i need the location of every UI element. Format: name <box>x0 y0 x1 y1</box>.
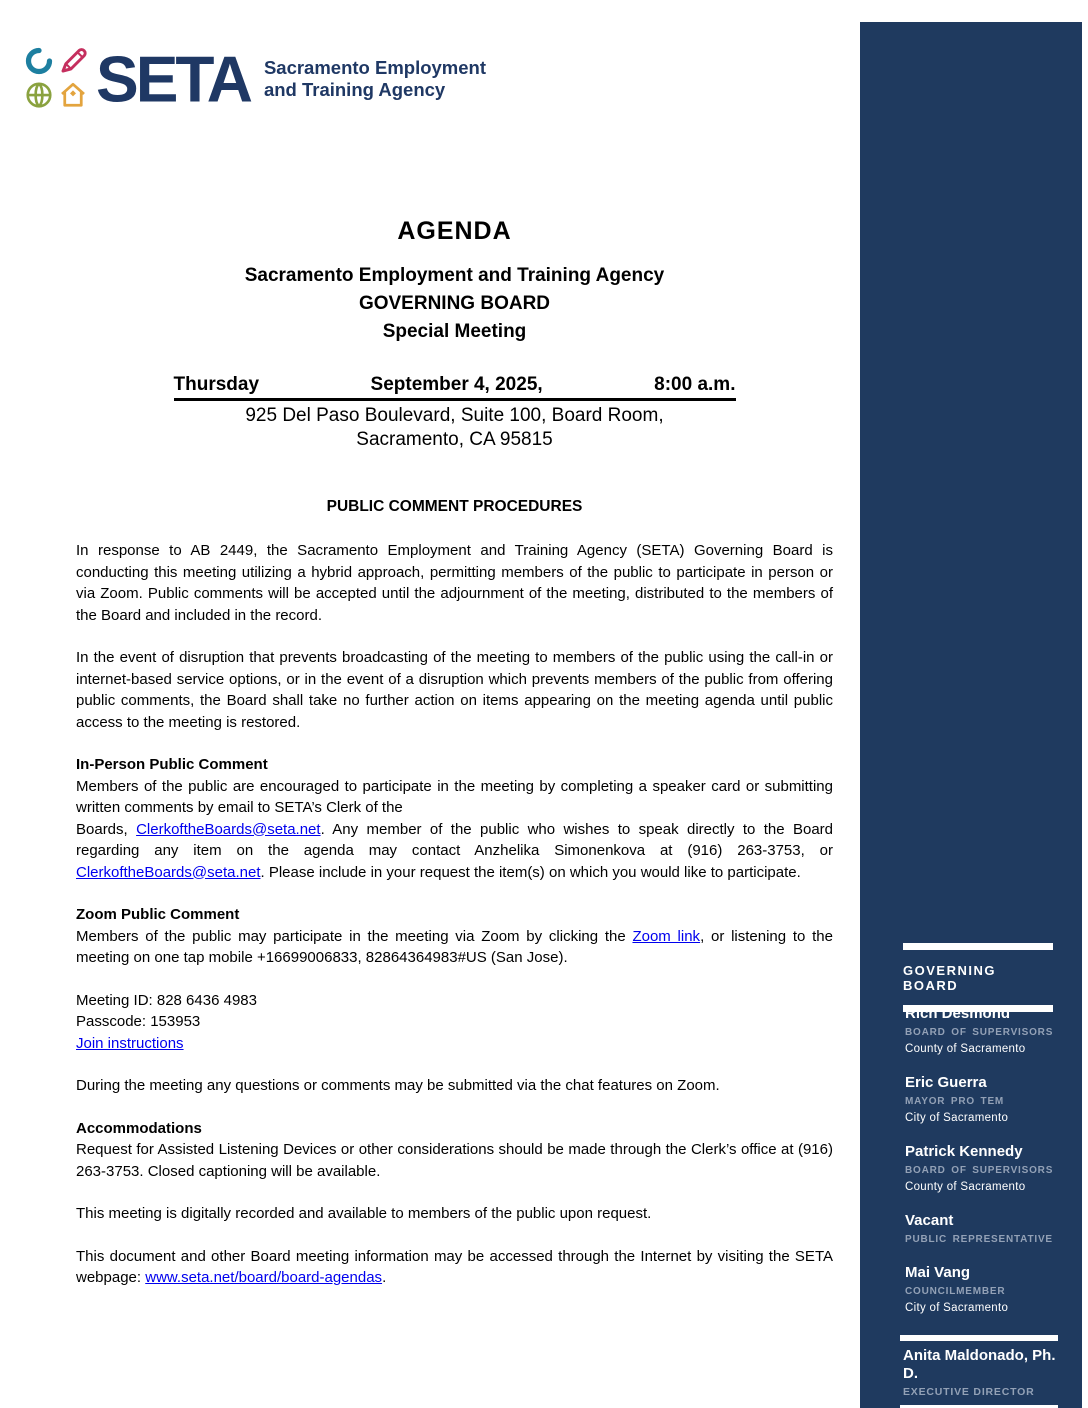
webpage-paragraph: This document and other Board meeting information may be accessed through the Internet by visiting the SETA webpage: www.seta.net/board/board-agendas. <box>76 1247 833 1286</box>
sidebar-rule-top <box>903 943 1053 950</box>
member-title: MAYOR PRO TEM <box>905 1096 1005 1107</box>
member-org: County of Sacramento <box>905 1043 1026 1055</box>
in-person-heading: In-Person Public Comment <box>76 756 268 773</box>
member-name: Patrick Kennedy <box>905 1143 1023 1160</box>
document-content <box>76 0 833 1289</box>
member-org: City of Sacramento <box>905 1112 1009 1124</box>
meeting-time: 8:00 a.m. <box>654 374 736 395</box>
meeting-day: Thursday <box>173 374 260 395</box>
sidebar-header <box>903 943 1061 1012</box>
exec-rule-top <box>900 1335 1058 1341</box>
member-org: City of Sacramento <box>905 1302 1009 1314</box>
board-member <box>905 1072 1075 1127</box>
logo-wordmark: SETA <box>96 42 250 116</box>
meeting-address <box>76 404 833 452</box>
meeting-dateline <box>174 373 736 401</box>
member-name: Rich Desmond <box>905 1005 1011 1022</box>
recording-paragraph: This meeting is digitally recorded and available to members of the public upon request. <box>76 1205 652 1222</box>
logo-tagline-line1: Sacramento Employment <box>263 57 487 78</box>
meeting-subtitle <box>76 262 833 346</box>
page-title: AGENDA <box>397 217 512 245</box>
address-line2: Sacramento, CA 95815 <box>356 429 553 450</box>
meeting-date: September 4, 2025, <box>370 374 543 395</box>
board-members-list <box>905 1003 1075 1331</box>
logo-tagline-line2: and Training Agency <box>263 79 446 100</box>
zoom-details <box>76 990 833 1055</box>
sidebar-title: GOVERNING BOARD <box>903 963 996 993</box>
ring-icon <box>24 46 56 78</box>
meeting-type: Special Meeting <box>382 321 527 342</box>
globe-icon <box>24 80 56 112</box>
board-member <box>905 1262 1075 1317</box>
member-name: Vacant <box>905 1212 954 1229</box>
member-title: BOARD OF SUPERVISORS <box>905 1165 1054 1176</box>
doc-link[interactable]: ClerkoftheBoards@seta.net <box>136 820 321 838</box>
member-name: Eric Guerra <box>905 1074 987 1091</box>
member-title: PUBLIC REPRESENTATIVE <box>905 1234 1053 1245</box>
disruption-paragraph: In the event of disruption that prevents broadcasting of the meeting to members of the public using the call-in or internet-based service options, or in the event of a disruption which prevents members of the public from offering public comments, the Board shall take no further action on items appearing on the meeting agenda until public access to the meeting is restored. <box>76 649 833 731</box>
zoom-comment-paragraph: Members of the public may participate in the meeting via Zoom by clicking the Zoom link, or listening to the meeting on one tap mobile +16699006833, 82864364983#US (San Jose). <box>76 927 833 966</box>
board-member <box>905 1210 1075 1248</box>
executive-director-block <box>900 1335 1062 1408</box>
member-title: BOARD OF SUPERVISORS <box>905 1027 1054 1038</box>
member-name: Mai Vang <box>905 1264 971 1281</box>
org-name: Sacramento Employment and Training Agency <box>244 265 665 286</box>
address-line1: 925 Del Paso Boulevard, Suite 100, Board Room, <box>245 405 664 426</box>
accommodations-heading: Accommodations <box>76 1119 202 1137</box>
board-name: GOVERNING BOARD <box>358 293 551 314</box>
hybrid-approach-paragraph: In response to AB 2449, the Sacramento Employment and Training Agency (SETA) Governing Board is conducting this meeting utilizing a hybrid approach, permitting members of the public to participate in person or via Zoom. Public comments will be accepted until the adjournment of the meeting, distributed to the members of the Board and included in the record. <box>76 542 833 624</box>
member-title: COUNCILMEMBER <box>905 1286 1006 1297</box>
in-person-paragraph: Members of the public are encouraged to participate in the meeting by completing a speaker card or submitting written comments by email to SETA’s Clerk of the Boards, ClerkoftheBoards@seta.net. Any member of the public who wishes to speak directly to the Board regarding any item on the agenda may contact Anzhelika Simonenkova at (916) 263-3753, or ClerkoftheBoards@seta.net. Please include in your request the item(s) on which you would like to participate. <box>76 777 833 881</box>
passcode: Passcode: 153953 <box>76 1013 201 1030</box>
join-instructions-link[interactable]: Join instructions <box>76 1034 184 1052</box>
doc-link[interactable]: www.seta.net/board/board-agendas <box>145 1269 383 1286</box>
executive-name: Anita Maldonado, Ph. D. <box>903 1347 1056 1382</box>
meeting-id: Meeting ID: 828 6436 4983 <box>76 991 257 1009</box>
zoom-comment-heading: Zoom Public Comment <box>76 906 240 923</box>
board-member <box>905 1003 1075 1058</box>
member-org: County of Sacramento <box>905 1181 1026 1193</box>
chat-paragraph: During the meeting any questions or comments may be submitted via the chat features on Zoom. <box>76 1077 720 1094</box>
doc-link[interactable]: ClerkoftheBoards@seta.net <box>76 863 261 881</box>
accommodations-paragraph: Request for Assisted Listening Devices or other considerations should be made through the Clerk’s office at (916) 263-3753. Closed captioning will be available. <box>76 1141 833 1180</box>
doc-link[interactable]: Zoom link <box>632 927 701 945</box>
board-member <box>905 1141 1075 1196</box>
governing-board-sidebar <box>860 22 1082 1408</box>
executive-title: EXECUTIVE DIRECTOR <box>903 1386 1035 1398</box>
public-comment-heading: PUBLIC COMMENT PROCEDURES <box>326 498 583 515</box>
